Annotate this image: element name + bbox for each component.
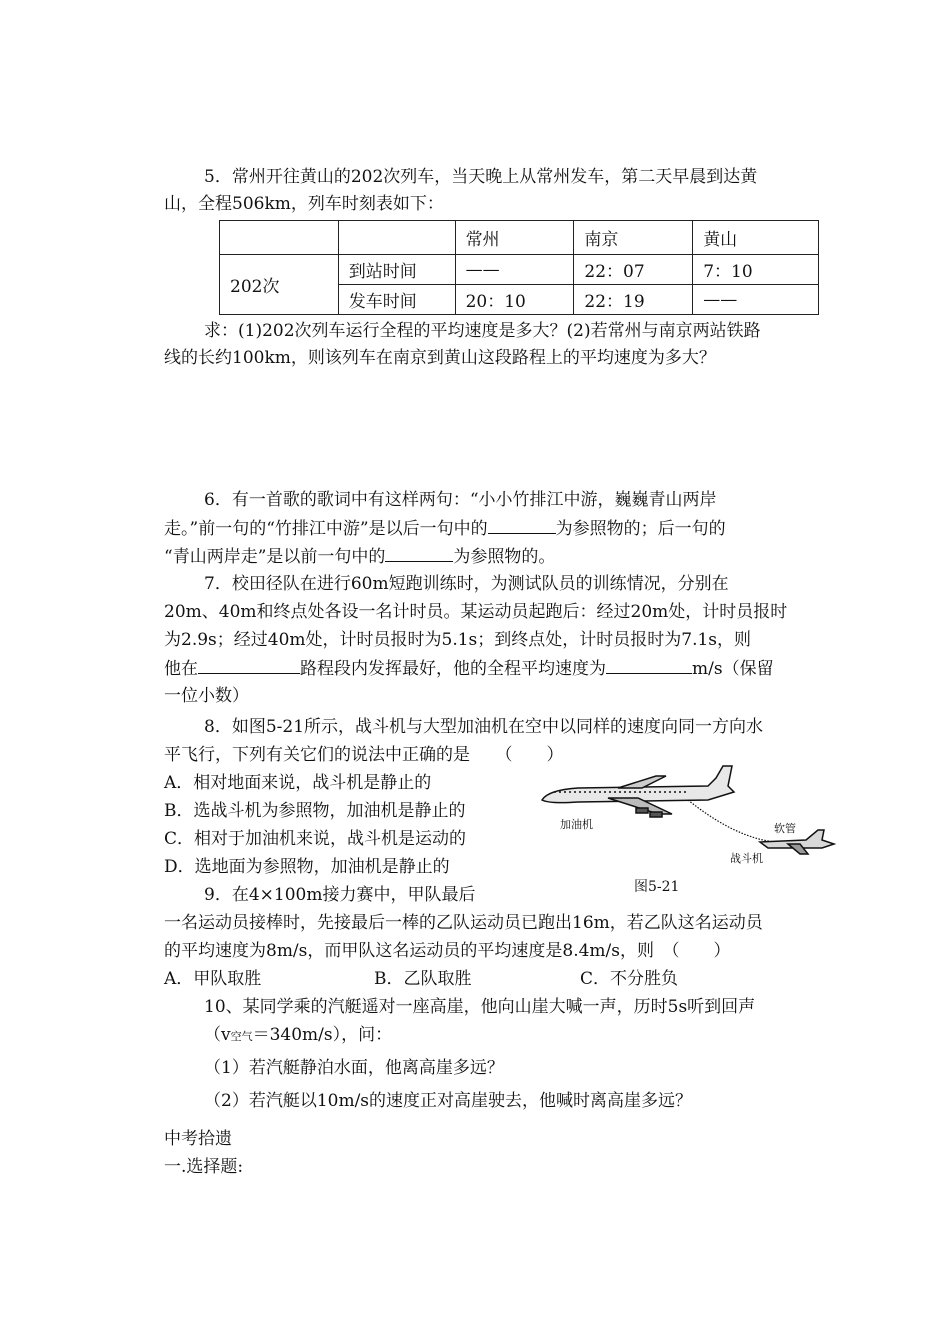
q8-option-a: A．相对地面来说，战斗机是静止的 (164, 773, 432, 793)
timetable-header-cell (338, 221, 455, 255)
timetable-header-changzhou: 常州 (455, 221, 574, 255)
timetable-row-label: 发车时间 (338, 285, 455, 315)
q5-ask-line-1: 求：(1)202次列车运行全程的平均速度是多大？(2)若常州与南京两站铁路 (204, 321, 761, 341)
timetable-cell: 22：19 (574, 285, 693, 315)
timetable-header-nanjing: 南京 (574, 221, 693, 255)
q10-subscript: 空气 (230, 1030, 253, 1043)
q7-line-4-text-b: 路程段内发挥最好，他的全程平均速度为 (300, 659, 606, 679)
q9-line-1: 9．在4×100m接力赛中，甲队最后 (204, 885, 476, 905)
q6-line-3-text-b: 为参照物的。 (453, 547, 556, 567)
q10-sub-question-1: （1）若汽艇静泊水面，他离高崖多远？ (204, 1058, 504, 1078)
q8-line-2: 平飞行，下列有关它们的说法中正确的是 （ ） (164, 745, 564, 765)
q6-line-2 (164, 517, 726, 540)
q8-option-d: D．选地面为参照物，加油机是静止的 (164, 857, 450, 877)
q8-option-c: C．相对于加油机来说，战斗机是运动的 (164, 829, 467, 849)
timetable-row-arrival (220, 255, 819, 285)
q10-line-1: 10、某同学乘的汽艇遥对一座高崖，他向山崖大喊一声，历时5s听到回声 (204, 997, 756, 1017)
q8-line-1: 8．如图5-21所示，战斗机与大型加油机在空中以同样的速度向同一方向水 (204, 717, 764, 737)
q10-line-2-text-a: （v (204, 1025, 231, 1045)
q6-line-3-text-a: “青山两岸走”是以前一句中的 (164, 547, 386, 567)
q7-line-3: 为2.9s；经过40m处，计时员报时为5.1s；到终点处，计时员报时为7.1s，则 (164, 630, 752, 650)
q7-line-5: 一位小数） (164, 686, 249, 706)
q5-line-1: 5．常州开往黄山的202次列车，当天晚上从常州发车，第二天早晨到达黄 (204, 167, 758, 187)
q10-line-2-text-b: ＝340m/s），问： (252, 1025, 393, 1045)
q8-option-b: B．选战斗机为参照物，加油机是静止的 (164, 801, 466, 821)
q9-line-2: 一名运动员接棒时，先接最后一棒的乙队运动员已跑出16m，若乙队这名运动员 (164, 913, 763, 933)
q7-line-1: 7．校田径队在进行60m短跑训练时，为测试队员的训练情况，分别在 (204, 574, 729, 594)
q5-ask-line-2: 线的长约100km，则该列车在南京到黄山这段路程上的平均速度为多大？ (164, 348, 716, 368)
q10-sub-question-2: （2）若汽艇以10m/s的速度正对高崖驶去，他喊时离高崖多远？ (204, 1091, 693, 1111)
timetable-cell: —— (455, 255, 574, 285)
q10-line-2 (204, 1024, 392, 1048)
timetable-header-row (220, 221, 819, 255)
q9-option-b: B．乙队取胜 (374, 969, 472, 989)
hose-label: 软管 (774, 822, 796, 835)
q9-option-c: C．不分胜负 (580, 969, 679, 989)
timetable-cell: 22：07 (574, 255, 693, 285)
q9-option-a: A．甲队取胜 (164, 969, 262, 989)
fighter-jet-icon (760, 830, 834, 854)
q7-line-2: 20m、40m和终点处各设一名计时员。某运动员起跑后：经过20m处，计时员报时 (164, 602, 788, 622)
answer-blank-2[interactable] (385, 545, 453, 562)
answer-blank-3[interactable] (198, 657, 300, 674)
q6-line-2-text-b: 为参照物的；后一句的 (555, 519, 726, 539)
q5-line-2: 山，全程506km，列车时刻表如下： (164, 194, 444, 214)
q6-line-1: 6．有一首歌的歌词中有这样两句：“小小竹排江中游，巍巍青山两岸 (204, 490, 717, 510)
q6-line-2-text-a: 走。”前一句的“竹排江中游”是以后一句中的 (164, 519, 488, 539)
tanker-label: 加油机 (560, 818, 593, 831)
train-timetable (219, 220, 819, 315)
timetable-header-cell (220, 221, 339, 255)
timetable-header-huangshan: 黄山 (693, 221, 819, 255)
answer-blank-4[interactable] (606, 657, 692, 674)
q7-line-4 (164, 657, 774, 680)
q7-line-4-text-a: 他在 (164, 659, 198, 679)
timetable-cell: 7：10 (693, 255, 819, 285)
refueling-aircraft-figure (538, 762, 838, 872)
fighter-label: 战斗机 (730, 852, 763, 865)
timetable-row-label: 到站时间 (338, 255, 455, 285)
tanker-aircraft-icon (542, 766, 734, 817)
timetable-train-number: 202次 (220, 255, 339, 315)
q6-line-3 (164, 545, 555, 568)
timetable-cell: 20：10 (455, 285, 574, 315)
q7-line-4-text-c: m/s（保留 (692, 659, 774, 679)
timetable-cell: —— (693, 285, 819, 315)
q9-line-3: 的平均速度为8m/s，而甲队这名运动员的平均速度是8.4m/s，则 （ ） (164, 941, 731, 961)
figure-caption: 图5-21 (634, 879, 680, 895)
answer-blank-1[interactable] (488, 517, 556, 534)
part-title: 一.选择题: (164, 1157, 244, 1177)
section-title: 中考拾遗 (164, 1129, 232, 1149)
